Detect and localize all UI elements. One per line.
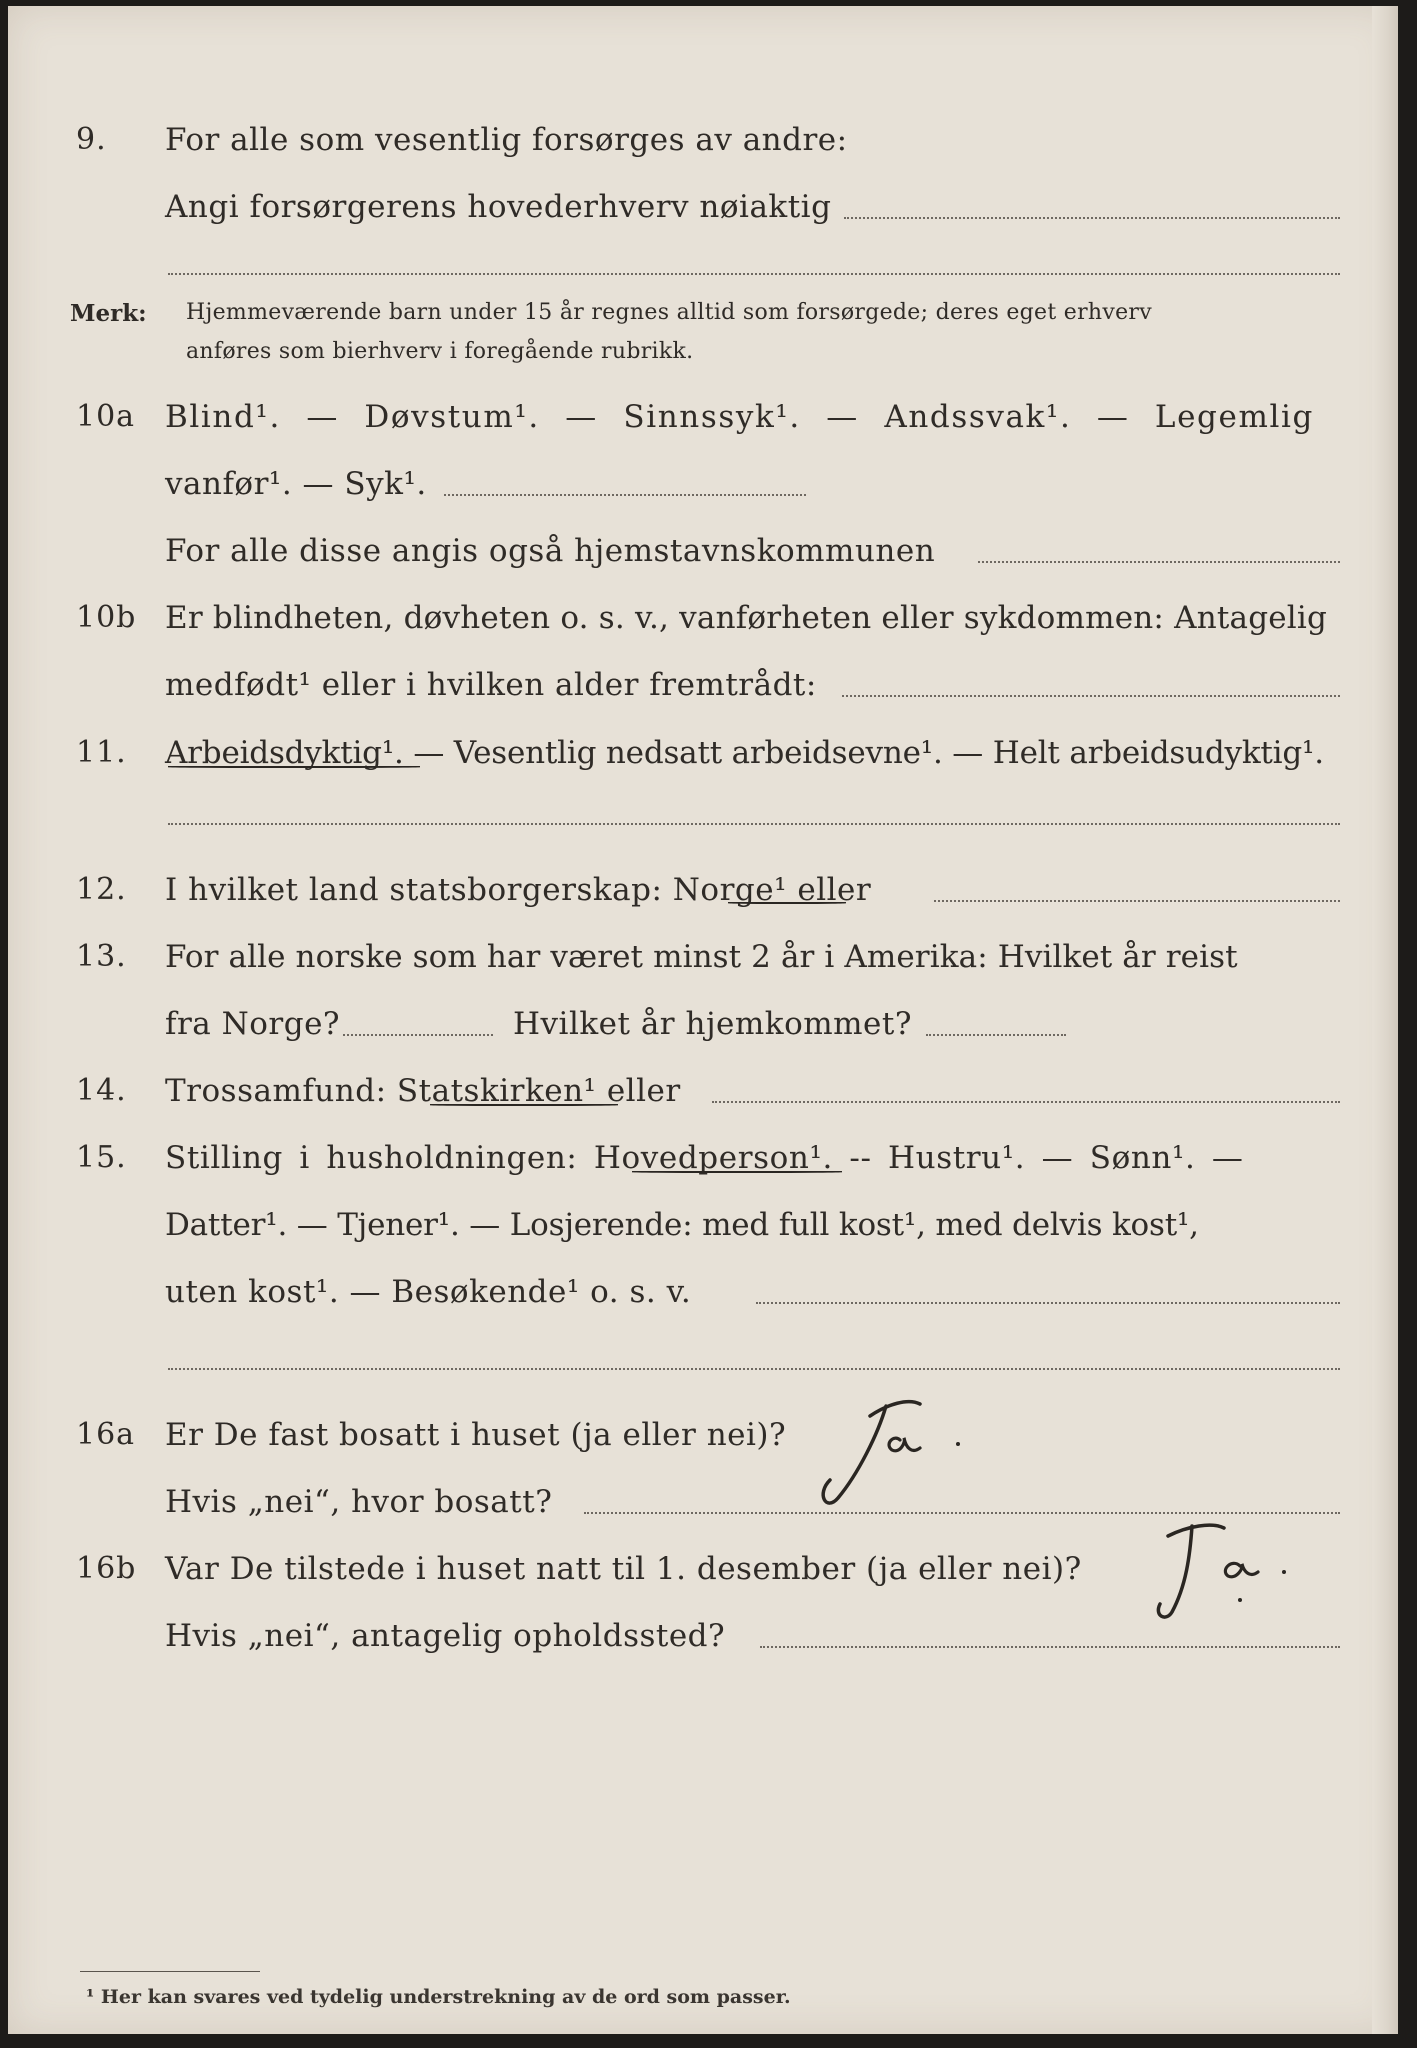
underline-mark [632, 1171, 842, 1173]
question-number: 10b [76, 600, 137, 635]
question-15 [8, 1132, 1398, 1182]
question-10a [8, 391, 1398, 441]
answer-line [842, 693, 1340, 697]
answer-line [844, 215, 1340, 219]
question-text: For alle norske som har været minst 2 år i Amerika: Hvilket år reist [165, 939, 1238, 975]
question-number: 14. [76, 1073, 127, 1108]
question-number: 10a [76, 399, 136, 434]
question-text: Hvis „nei“, hvor bosatt? [165, 1484, 553, 1520]
answer-line [168, 271, 1340, 275]
question-text: Datter¹. — Tjener¹. — Losjerende: med full kost¹, med delvis kost¹, [165, 1207, 1199, 1243]
question-10a-line2 [8, 458, 1398, 508]
question-11 [8, 727, 1398, 777]
underline-mark [168, 766, 420, 768]
answer-line [168, 821, 1340, 825]
question-13 [8, 931, 1398, 981]
question-15-line2 [8, 1199, 1398, 1249]
question-15-line3 [8, 1266, 1398, 1316]
question-text: Hvis „nei“, antagelig opholdssted? [165, 1618, 726, 1654]
question-text: vanfør¹. — Syk¹. [165, 466, 427, 502]
question-text: For alle disse angis også hjemstavnskommunen [165, 533, 936, 569]
question-text: Angi forsørgerens hovederhverv nøiaktig [165, 189, 832, 225]
underline-mark [728, 902, 846, 904]
question-text: medfødt¹ eller i hvilken alder fremtrådt: [165, 667, 817, 703]
question-number: 16a [76, 1417, 136, 1452]
answer-line [934, 898, 1340, 902]
question-text: Er blindheten, døvheten o. s. v., vanførheten eller sykdommen: Antagelig [165, 600, 1328, 636]
note-text: Hjemmeværende barn under 15 år regnes alltid som forsørgede; deres eget erhverv [186, 300, 1152, 325]
question-text: Var De tilstede i huset natt til 1. desember (ja eller nei)? [165, 1551, 1082, 1587]
question-text: Arbeidsdyktig¹. — Vesentlig nedsatt arbeidsevne¹. — Helt arbeidsudyktig¹. [165, 735, 1324, 771]
question-10b [8, 592, 1398, 642]
question-16b-line2 [8, 1610, 1398, 1660]
answer-line [444, 492, 806, 496]
note-text: anføres som bierhverv i foregående rubrikk. [186, 339, 694, 364]
answer-line [978, 559, 1340, 563]
question-number: 15. [76, 1140, 127, 1175]
question-9 [8, 114, 1398, 164]
footnote: ¹ Her kan svares ved tydelig understrekning av de ord som passer. [86, 1986, 791, 2008]
answer-line [343, 1032, 493, 1036]
question-number: 16b [76, 1551, 137, 1586]
answer-line [756, 1300, 1340, 1304]
footnote-rule [80, 1971, 260, 1972]
answer-line [168, 1366, 1340, 1370]
answer-line [926, 1032, 1066, 1036]
question-text: For alle som vesentlig forsørges av andre: [165, 122, 848, 158]
question-16a [8, 1409, 1398, 1459]
handwritten-answer-ja [808, 1394, 988, 1514]
census-form-page [8, 6, 1398, 2034]
question-text: fra Norge? [165, 1006, 341, 1042]
question-number: 9. [76, 122, 107, 157]
answer-line [712, 1099, 1340, 1103]
question-text: Trossamfund: Statskirken¹ eller [165, 1073, 681, 1109]
question-text: Hvilket år hjemkommet? [513, 1006, 912, 1042]
question-number: 13. [76, 939, 127, 974]
question-number: 12. [76, 872, 127, 907]
note-label: Merk: [70, 300, 147, 327]
question-text: Er De fast bosatt i huset (ja eller nei)? [165, 1417, 787, 1453]
question-14 [8, 1065, 1398, 1115]
question-13-line2 [8, 998, 1398, 1048]
question-number: 11. [76, 735, 127, 770]
question-text: Blind¹. — Døvstum¹. — Sinnssyk¹. — Andssvak¹. — Legemlig [165, 399, 1314, 435]
answer-line [760, 1644, 1340, 1648]
question-12 [8, 864, 1398, 914]
question-9-line2 [8, 181, 1398, 231]
question-10a-line3 [8, 525, 1398, 575]
question-text: uten kost¹. — Besøkende¹ o. s. v. [165, 1274, 692, 1310]
question-10b-line2 [8, 659, 1398, 709]
underline-mark [430, 1104, 618, 1106]
question-text: I hvilket land statsborgerskap: Norge¹ eller [165, 872, 872, 908]
question-text: Stilling i husholdningen: Hovedperson¹. -- Hustru¹. — Sønn¹. — [165, 1140, 1244, 1176]
